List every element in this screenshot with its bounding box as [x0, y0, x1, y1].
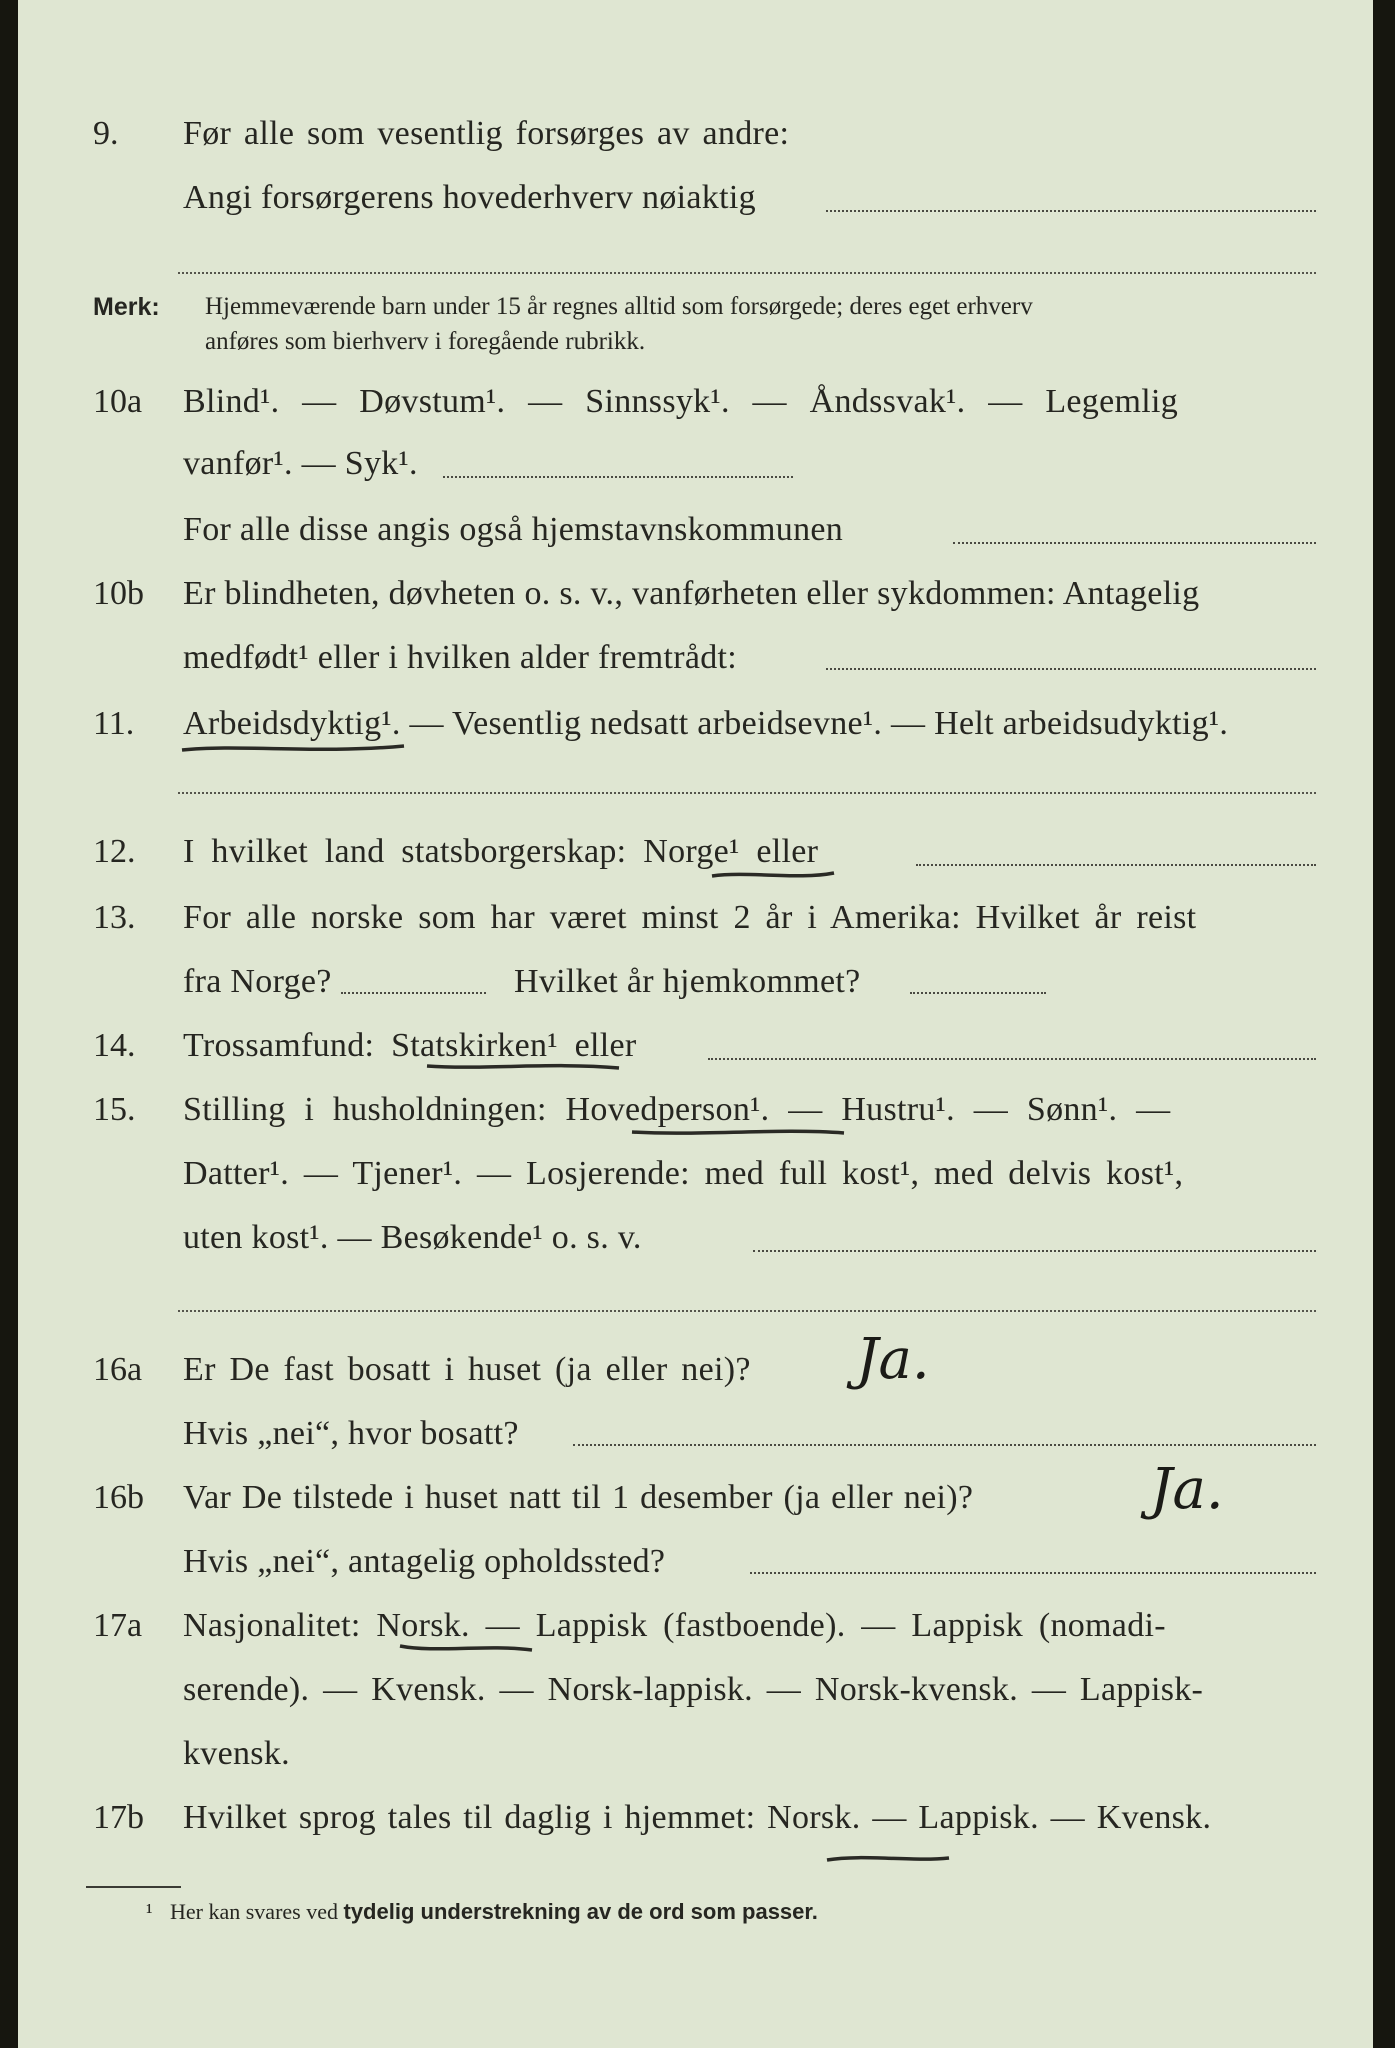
q17a-underline-mark	[396, 1640, 536, 1658]
footnote-separator	[86, 1886, 181, 1888]
q10b-alder-field[interactable]	[826, 668, 1316, 670]
q12-line-1: I hvilket land statsborgerskap: Norge¹ eller	[183, 833, 819, 870]
merk-line-1: Hjemmeværende barn under 15 år regnes alltid som forsørgede; deres eget erhverv	[205, 293, 1033, 320]
q17b-underline-mark	[823, 1850, 953, 1868]
q11-answer-field[interactable]	[178, 792, 1316, 794]
q17a-number: 17a	[93, 1607, 143, 1644]
q11-number: 11.	[93, 705, 135, 742]
q9-answer-field[interactable]	[826, 210, 1316, 212]
q16a-bosatt-field[interactable]	[573, 1444, 1316, 1446]
merk-line-2: anføres som bierhverv i foregående rubrikk.	[205, 328, 646, 355]
footnote-text-plain: Her kan svares ved	[170, 1899, 338, 1924]
q12-underline-mark	[708, 866, 838, 884]
q15-line-1: Stilling i husholdningen: Hovedperson¹. — Hustru¹. — Sønn¹. —	[183, 1091, 1171, 1128]
q16b-line-2: Hvis „nei“, antagelig opholdssted?	[183, 1543, 666, 1580]
q10b-number: 10b	[93, 575, 144, 612]
q15-number: 15.	[93, 1091, 136, 1128]
q9-number: 9.	[93, 115, 119, 152]
q14-trossamfund-field[interactable]	[708, 1058, 1316, 1060]
q13-line-1: For alle norske som har været minst 2 år i Amerika: Hvilket år reist	[183, 899, 1197, 936]
q10b-line-1: Er blindheten, døvheten o. s. v., vanførheten eller sykdommen: Antagelig	[183, 575, 1200, 612]
q10a-hjemstavn-field[interactable]	[953, 542, 1316, 544]
q15-underline-mark	[628, 1124, 848, 1142]
q14-number: 14.	[93, 1027, 136, 1064]
q17a-line-1: Nasjonalitet: Norsk. — Lappisk (fastboende). — Lappisk (nomadi-	[183, 1607, 1166, 1644]
q13-line-2a: fra Norge?	[183, 963, 332, 1000]
footnote-mark: ¹	[146, 1899, 153, 1924]
q13-number: 13.	[93, 899, 136, 936]
q16a-number: 16a	[93, 1351, 143, 1388]
footnote-text	[170, 1898, 818, 1926]
q13-hjemkommet-field[interactable]	[910, 992, 1046, 994]
q11-underline-mark	[178, 738, 408, 758]
footnote-text-bold: tydelig understrekning av de ord som passer.	[343, 1899, 818, 1924]
q15-answer-field-2[interactable]	[178, 1310, 1316, 1312]
q14-line-1: Trossamfund: Statskirken¹ eller	[183, 1027, 637, 1064]
q9-line-1: Før alle som vesentlig forsørges av andre:	[183, 115, 790, 152]
q12-land-field[interactable]	[916, 864, 1316, 866]
q10a-line-1: Blind¹. — Døvstum¹. — Sinnssyk¹. — Åndssvak¹. — Legemlig	[183, 383, 1179, 420]
q13-reist-field[interactable]	[341, 992, 486, 994]
q17a-line-2: serende). — Kvensk. — Norsk-lappisk. — Norsk-kvensk. — Lappisk-	[183, 1671, 1204, 1708]
q16a-line-2: Hvis „nei“, hvor bosatt?	[183, 1415, 519, 1452]
q15-stilling-field[interactable]	[753, 1250, 1316, 1252]
q10a-line-2: vanfør¹. — Syk¹.	[183, 445, 418, 482]
q16a-handwritten-answer: Ja.	[856, 1327, 930, 1392]
q17b-line-1: Hvilket sprog tales til daglig i hjemmet: Norsk. — Lappisk. — Kvensk.	[183, 1799, 1212, 1836]
q16a-line-1: Er De fast bosatt i huset (ja eller nei)?	[183, 1351, 751, 1388]
q10b-line-2: medfødt¹ eller i hvilken alder fremtrådt:	[183, 639, 738, 676]
q16b-number: 16b	[93, 1479, 144, 1516]
q11-line-1: Arbeidsdyktig¹. — Vesentlig nedsatt arbeidsevne¹. — Helt arbeidsudyktig¹.	[183, 705, 1229, 742]
q9-line-2: Angi forsørgerens hovederhverv nøiaktig	[183, 179, 756, 216]
q17b-number: 17b	[93, 1799, 144, 1836]
q9-answer-field-2[interactable]	[178, 272, 1316, 274]
q10a-line-3: For alle disse angis også hjemstavnskommunen	[183, 511, 844, 548]
q14-underline-mark	[423, 1058, 623, 1076]
census-form-page	[18, 0, 1373, 2048]
q13-line-2b: Hvilket år hjemkommet?	[514, 963, 861, 1000]
q17a-line-3: kvensk.	[183, 1735, 290, 1772]
q10a-number: 10a	[93, 383, 143, 420]
q16b-opholdssted-field[interactable]	[750, 1572, 1316, 1574]
q15-line-3: uten kost¹. — Besøkende¹ o. s. v.	[183, 1219, 642, 1256]
q16b-line-1: Var De tilstede i huset natt til 1 desember (ja eller nei)?	[183, 1479, 974, 1516]
q12-number: 12.	[93, 833, 136, 870]
q16b-handwritten-answer: Ja.	[1150, 1457, 1224, 1522]
q10a-syk-field[interactable]	[443, 476, 793, 478]
q15-line-2: Datter¹. — Tjener¹. — Losjerende: med full kost¹, med delvis kost¹,	[183, 1155, 1184, 1192]
merk-label: Merk:	[93, 293, 160, 321]
